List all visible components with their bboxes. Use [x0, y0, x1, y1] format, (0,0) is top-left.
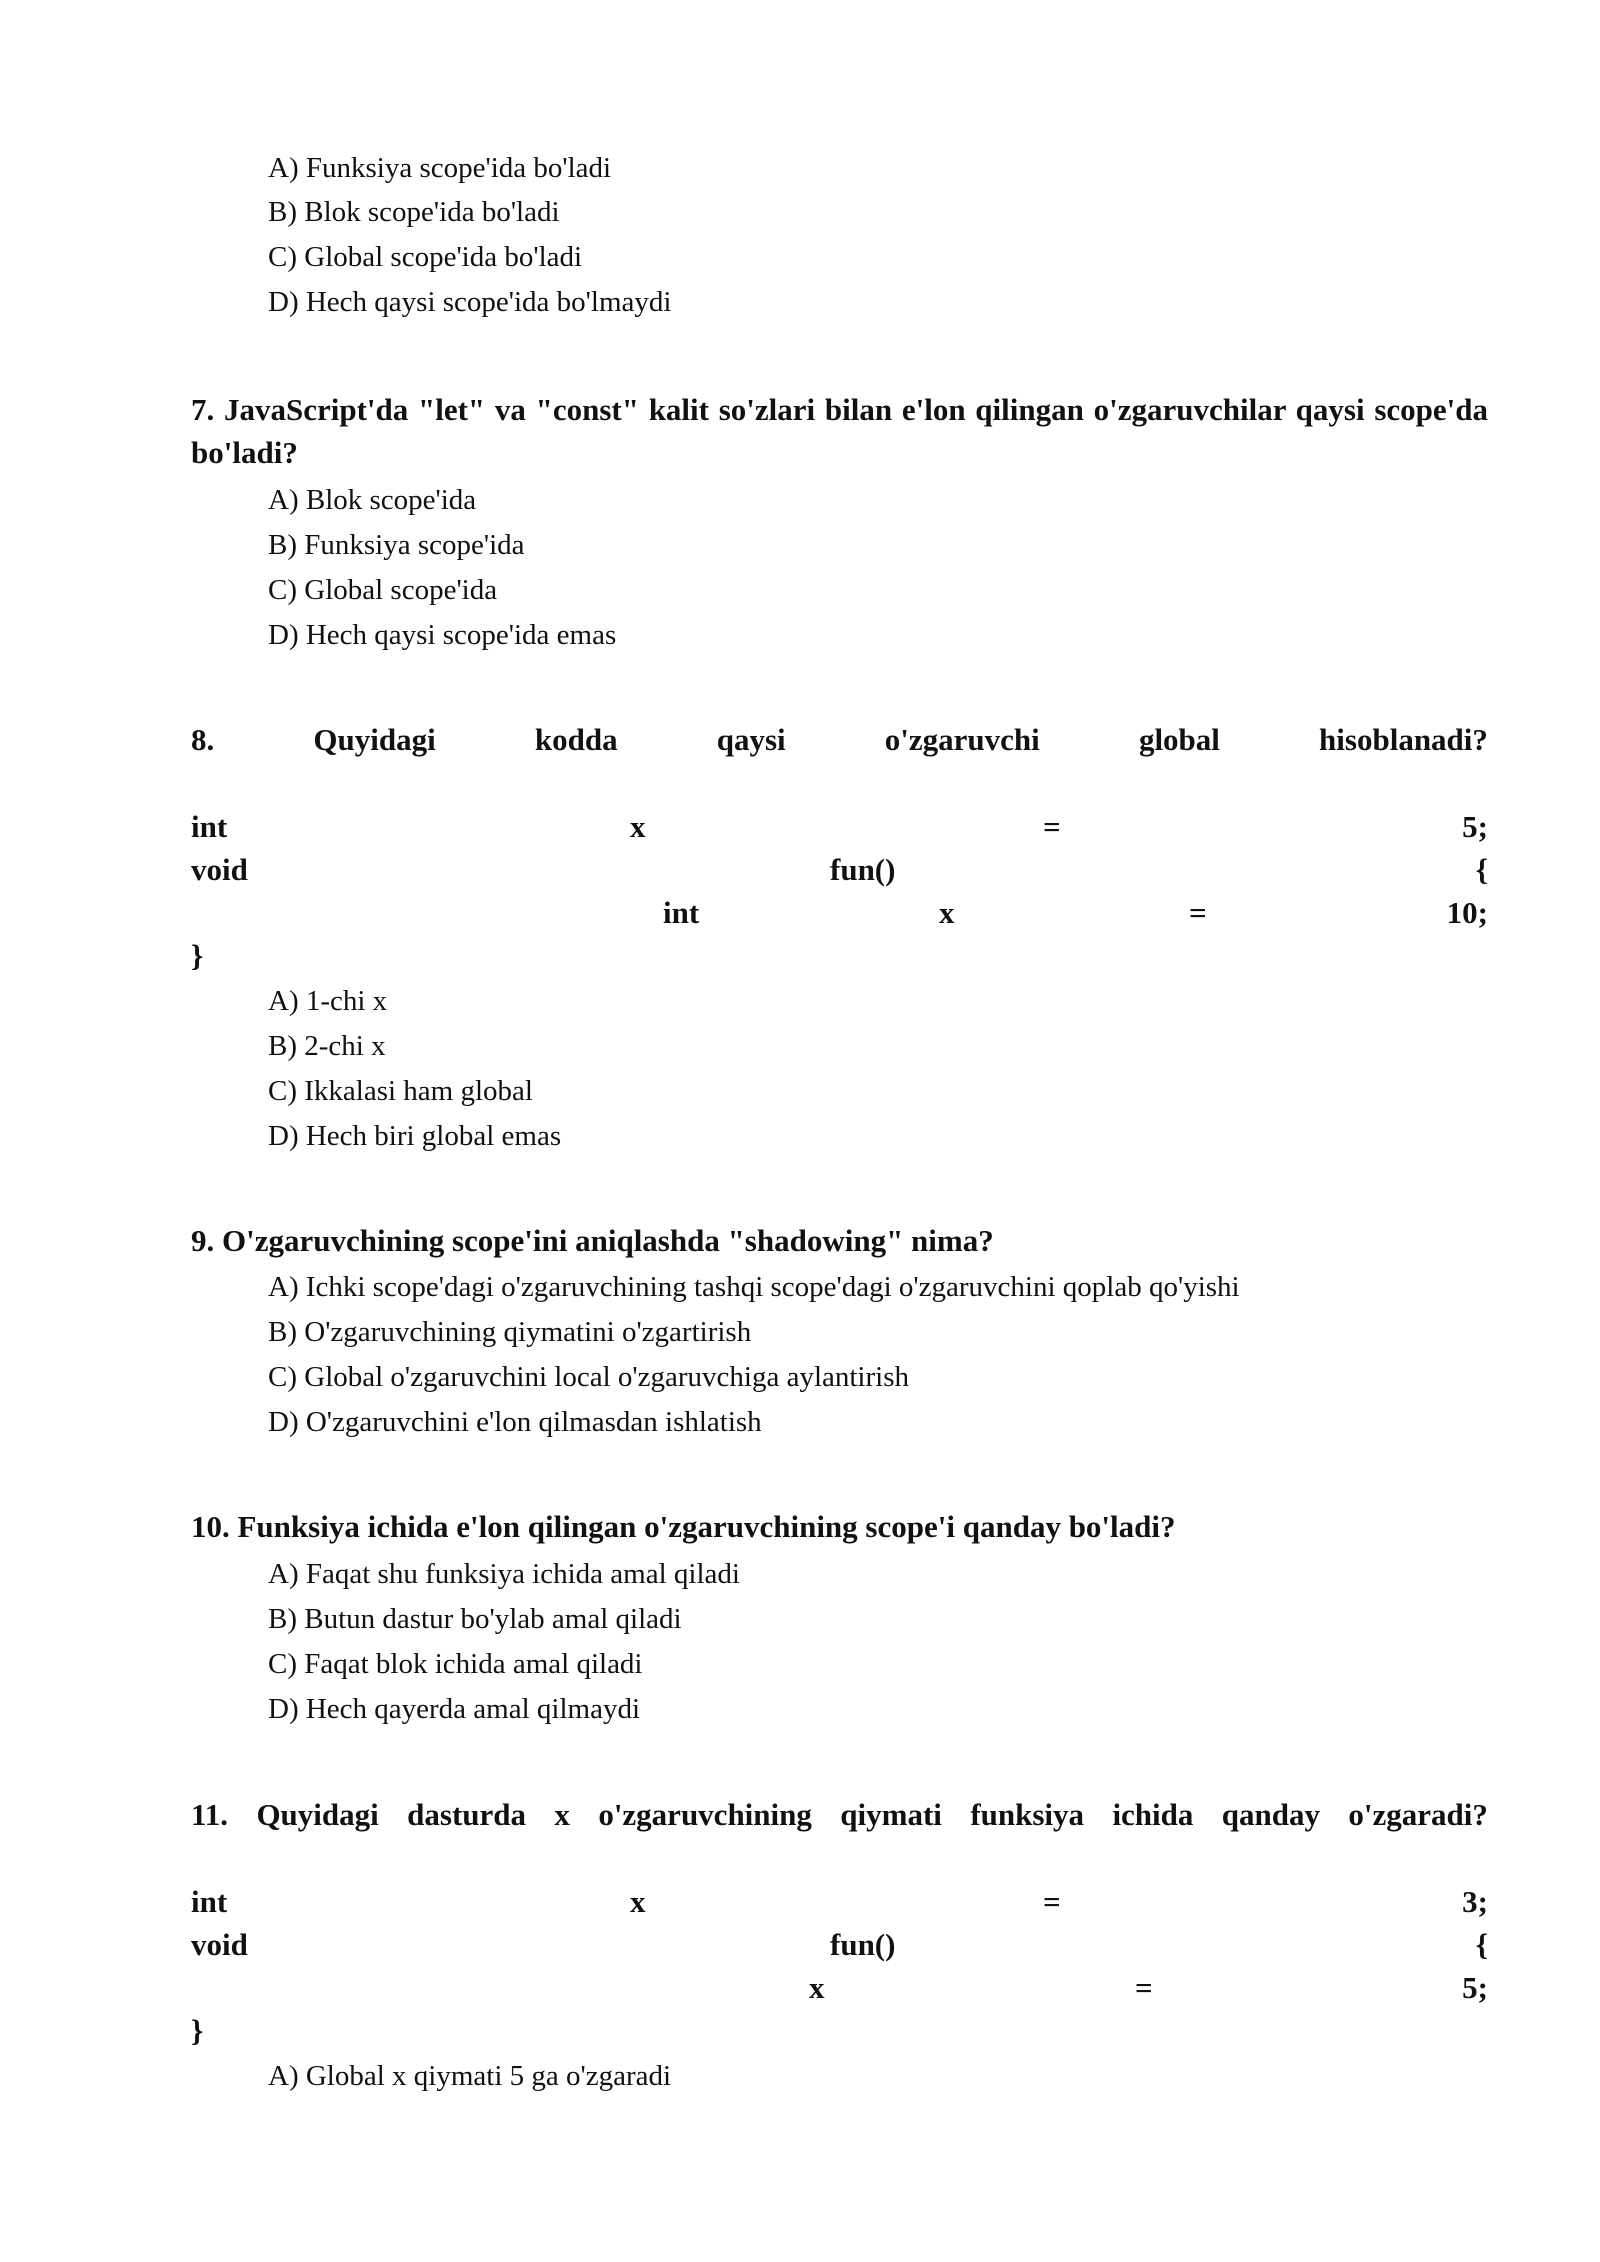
code-token: int	[663, 895, 700, 930]
q8-word: 8.	[191, 722, 215, 757]
q8-word: hisoblanadi?	[1319, 722, 1488, 757]
q10-question: 10. Funksiya ichida e'lon qilingan o'zgaruvchining scope'i qanday bo'ladi?	[191, 1509, 1176, 1544]
q8-question	[191, 718, 1488, 761]
q10-option-d: D) Hech qayerda amal qilmaydi	[268, 1693, 641, 1725]
q9-question: 9. O'zgaruvchining scope'ini aniqlashda "shadowing" nima?	[191, 1223, 994, 1258]
code-token: }	[191, 2013, 204, 2048]
code-token: x	[630, 809, 646, 844]
q6-option-b: B) Blok scope'ida bo'ladi	[268, 196, 560, 228]
code-token: void	[191, 1927, 248, 1962]
code-token: x	[809, 1970, 825, 2005]
code-token: =	[1189, 895, 1207, 930]
q7-option-b: B) Funksiya scope'ida	[268, 529, 525, 561]
q7-option-c: C) Global scope'ida	[268, 574, 498, 606]
q8-code-line-1	[191, 805, 1488, 848]
q8-code-line-2	[191, 848, 1488, 891]
q8-option-c: C) Ikkalasi ham global	[268, 1075, 533, 1107]
code-token: =	[1135, 1970, 1153, 2005]
q11-word: qiymati	[840, 1797, 942, 1832]
q7-option-a: A) Blok scope'ida	[268, 484, 477, 516]
q11-word: qanday	[1221, 1797, 1321, 1832]
code-token: {	[1475, 1927, 1488, 1962]
code-token: 3;	[1462, 1884, 1488, 1919]
q8-option-b: B) 2-chi x	[268, 1030, 386, 1062]
q11-word: o'zgaradi?	[1348, 1797, 1488, 1832]
q10-option-b: B) Butun dastur bo'ylab amal qiladi	[268, 1603, 682, 1635]
code-token: x	[630, 1884, 646, 1919]
q11-code-line-3	[191, 1966, 1488, 2009]
q11-word: o'zgaruvchining	[598, 1797, 812, 1832]
q11-word: x	[554, 1797, 570, 1832]
q6-option-d: D) Hech qaysi scope'ida bo'lmaydi	[268, 286, 672, 318]
code-token: fun()	[830, 852, 896, 887]
code-token: 5;	[1462, 809, 1488, 844]
code-token: =	[1043, 809, 1061, 844]
q8-word: kodda	[534, 722, 618, 757]
code-token: 10;	[1446, 895, 1488, 930]
q11-word: dasturda	[407, 1797, 527, 1832]
q8-word: qaysi	[716, 722, 786, 757]
code-token: int	[191, 1884, 228, 1919]
q9-option-b: B) O'zgaruvchining qiymatini o'zgartirish	[268, 1316, 752, 1348]
code-token: }	[191, 938, 204, 973]
q11-code-line-2	[191, 1923, 1488, 1966]
q6-option-a: A) Funksiya scope'ida bo'ladi	[268, 152, 612, 184]
q10-option-a: A) Faqat shu funksiya ichida amal qiladi	[268, 1558, 740, 1590]
q8-code-line-4	[191, 934, 1488, 977]
q7-option-d: D) Hech qaysi scope'ida emas	[268, 619, 617, 651]
code-token: 5;	[1462, 1970, 1488, 2005]
q6-option-c: C) Global scope'ida bo'ladi	[268, 241, 583, 273]
code-token: x	[939, 895, 955, 930]
q10-option-c: C) Faqat blok ichida amal qiladi	[268, 1648, 643, 1680]
q8-word: o'zgaruvchi	[884, 722, 1040, 757]
q11-word: ichida	[1112, 1797, 1194, 1832]
code-token: {	[1475, 852, 1488, 887]
q7-question: 7. JavaScript'da "let" va "const" kalit so'zlari bilan e'lon qilingan o'zgaruvchilar qaysi scope'da bo'ladi?	[191, 392, 1488, 470]
q11-word: funksiya	[970, 1797, 1085, 1832]
code-token: fun()	[830, 1927, 896, 1962]
q9-option-a: A) Ichki scope'dagi o'zgaruvchining tashqi scope'dagi o'zgaruvchini qoplab qo'yishi	[268, 1271, 1240, 1303]
q8-code-line-3	[191, 891, 1488, 934]
q11-question	[191, 1793, 1488, 1836]
code-token: =	[1043, 1884, 1061, 1919]
q11-word: Quyidagi	[256, 1797, 379, 1832]
q8-option-d: D) Hech biri global emas	[268, 1120, 562, 1152]
q11-code-line-1	[191, 1880, 1488, 1923]
code-token: void	[191, 852, 248, 887]
q8-option-a: A) 1-chi x	[268, 985, 388, 1017]
q11-option-a: A) Global x qiymati 5 ga o'zgaradi	[268, 2060, 672, 2092]
q9-option-d: D) O'zgaruvchini e'lon qilmasdan ishlatish	[268, 1406, 762, 1438]
q8-word: global	[1138, 722, 1220, 757]
q11-code-line-4	[191, 2009, 1488, 2052]
q8-word: Quyidagi	[313, 722, 436, 757]
code-token: int	[191, 809, 228, 844]
q9-option-c: C) Global o'zgaruvchini local o'zgaruvchiga aylantirish	[268, 1361, 909, 1393]
q11-word: 11.	[191, 1797, 229, 1832]
